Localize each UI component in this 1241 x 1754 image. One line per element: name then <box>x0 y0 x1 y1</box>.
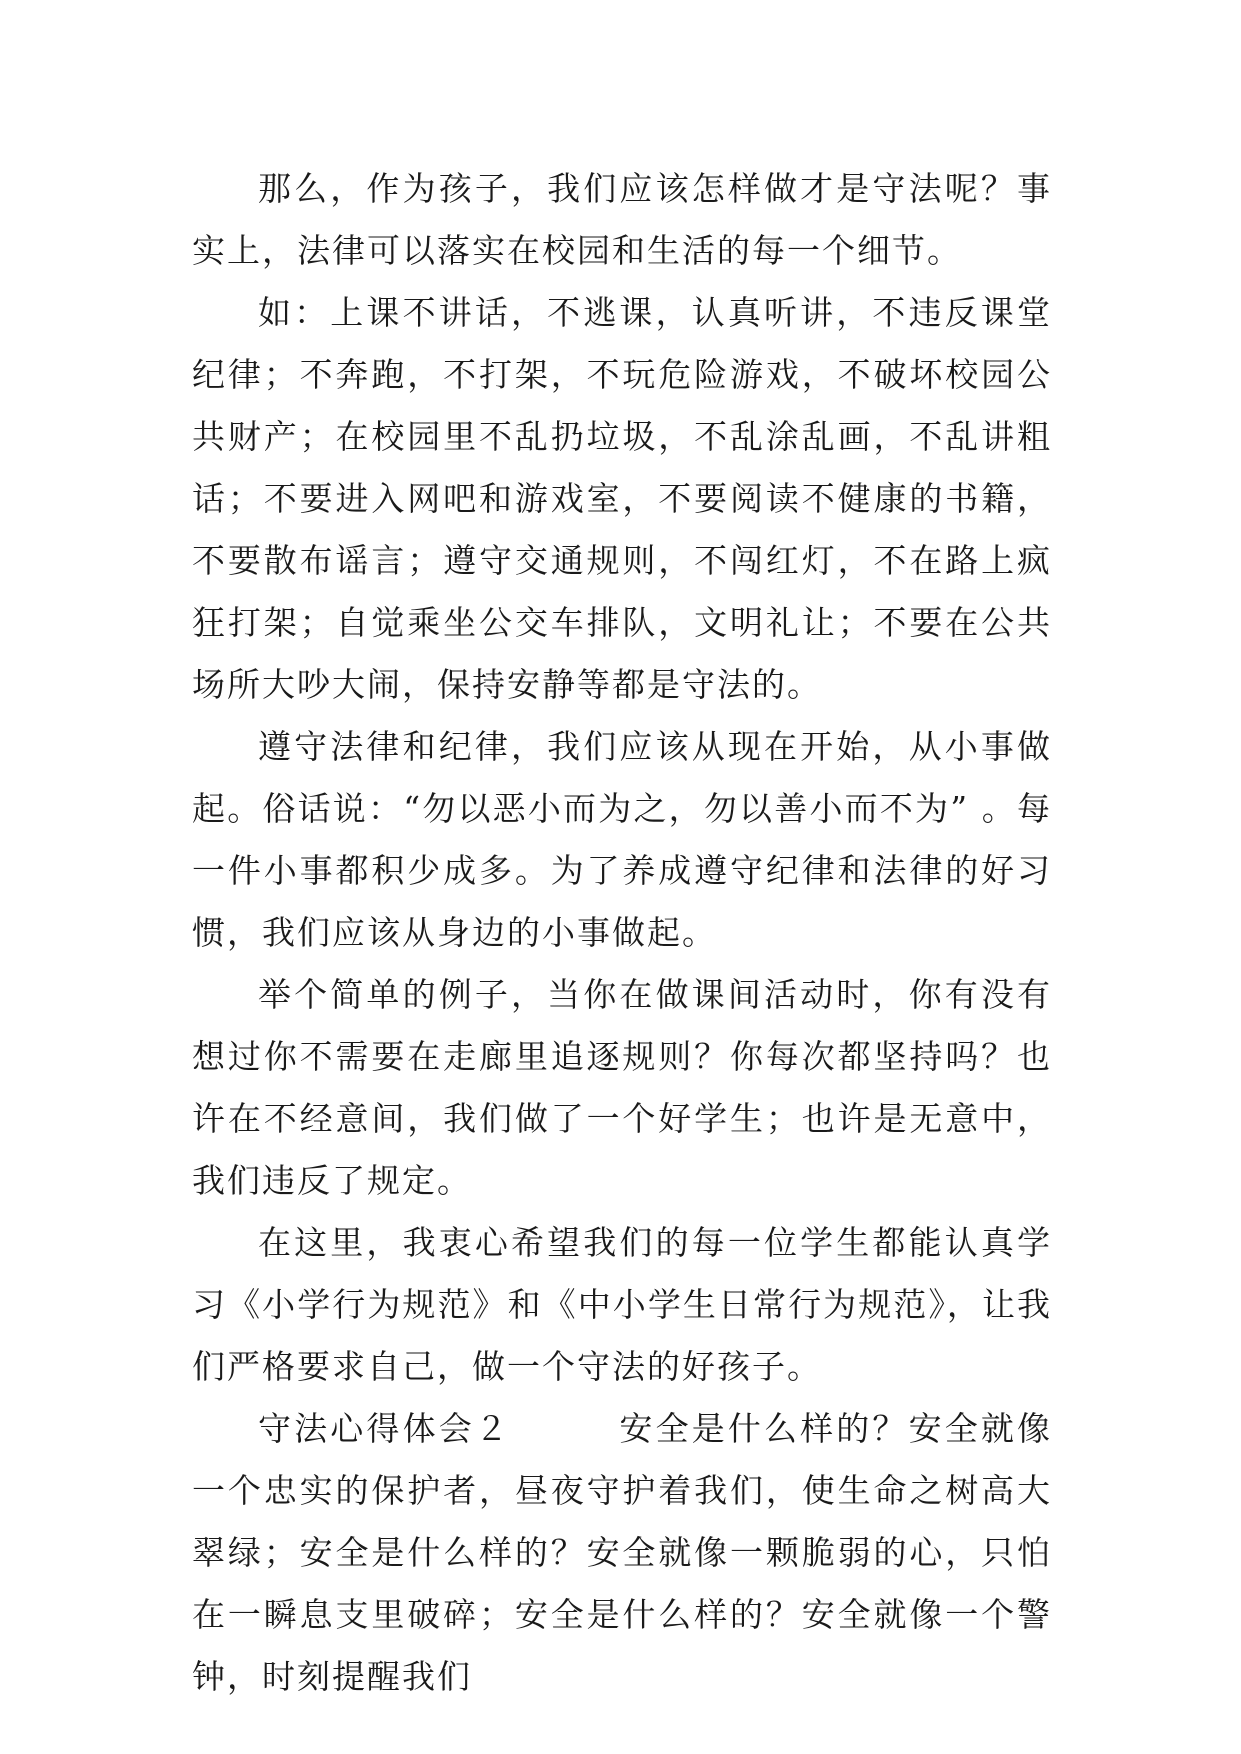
document-body <box>192 158 1052 1708</box>
paragraph-4: 举个简单的例子，当你在做课间活动时，你有没有想过你不需要在走廊里追逐规则？你每次都坚持吗？也许在不经意间，我们做了一个好学生；也许是无意中，我们违反了规定。 <box>192 975 1052 1200</box>
paragraph-5: 在这里，我衷心希望我们的每一位学生都能认真学习《小学行为规范》和《中小学生日常行为规范》，让我们严格要求自己，做一个守法的好孩子。 <box>192 1223 1052 1386</box>
paragraph-3: 遵守法律和纪律，我们应该从现在开始，从小事做起。俗话说：“勿以恶小而为之，勿以善小而不为” 。每一件小事都积少成多。为了养成遵守纪律和法律的好习惯，我们应该从身边的小事做起。 <box>192 727 1052 952</box>
paragraph-6: 守法心得体会２ 安全是什么样的？安全就像一个忠实的保护者，昼夜守护着我们，使生命之树高大翠绿；安全是什么样的？安全就像一颗脆弱的心，只怕在一瞬息支里破碎；安全是什么样的？安全就像一个警钟，时刻提醒我们 <box>192 1409 1052 1696</box>
paragraph-2: 如：上课不讲话，不逃课，认真听讲，不违反课堂纪律；不奔跑，不打架，不玩危险游戏，不破坏校园公共财产；在校园里不乱扔垃圾，不乱涂乱画，不乱讲粗话；不要进入网吧和游戏室，不要阅读不健康的书籍，不要散布谣言；遵守交通规则，不闯红灯，不在路上疯狂打架；自觉乘坐公交车排队，文明礼让；不要在公共场所大吵大闹，保持安静等都是守法的。 <box>192 293 1052 704</box>
paragraph-1: 那么，作为孩子，我们应该怎样做才是守法呢？事实上，法律可以落实在校园和生活的每一个细节。 <box>192 169 1052 270</box>
